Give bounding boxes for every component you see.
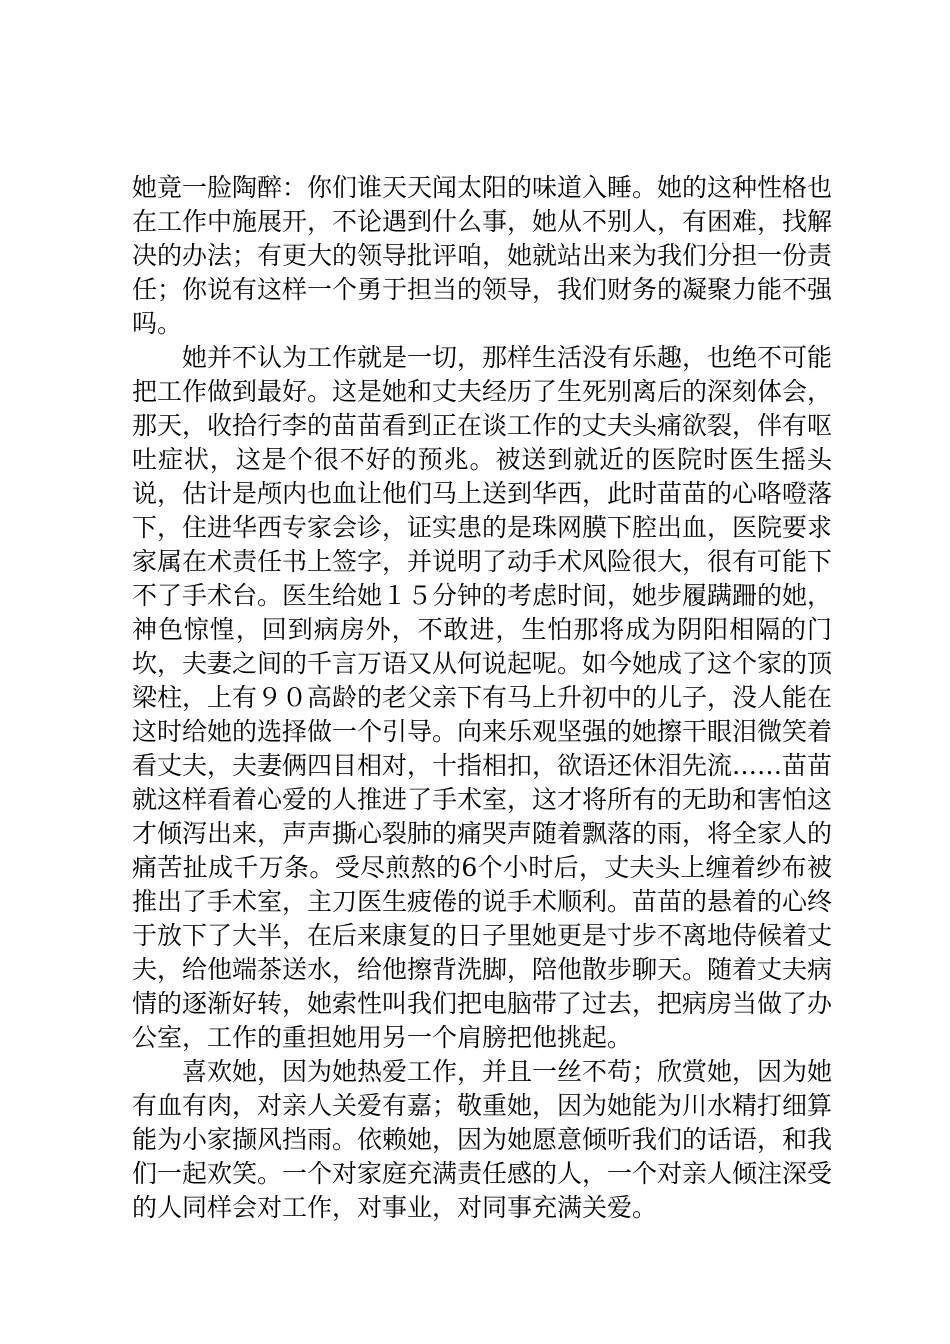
- document-body: [132, 171, 832, 1225]
- paragraph-3: 喜欢她，因为她热爱工作，并且一丝不苟；欣赏她，因为她有血有肉，对亲人关爱有嘉；敬重她，因为她能为川水精打细算能为小家撷风挡雨。依赖她，因为她愿意倾听我们的话语，和我们一起欢笑。一个对家庭充满责任感的人，一个对亲人倾注深受的人同样会对工作，对事业，对同事充满关爱。: [132, 1057, 833, 1222]
- paragraph-1: 她竟一脸陶醉：你们谁天天闻太阳的味道入睡。她的这种性格也在工作中施展开，不论遇到什么事，她从不别人，有困难，找解决的办法；有更大的领导批评咱，她就站出来为我们分担一份责任；你说有这样一个勇于担当的领导，我们财务的凝聚力能不强吗。: [132, 173, 833, 338]
- paragraph-2: 她并不认为工作就是一切，那样生活没有乐趣，也绝不可能把工作做到最好。这是她和丈夫经历了生死别离后的深刻体会，那天，收拾行李的苗苗看到正在谈工作的丈夫头痛欲裂，伴有呕吐症状，这是个很不好的预兆。被送到就近的医院时医生摇头说，估计是颅内也血让他们马上送到华西，此时苗苗的心咯噔落下，住进华西专家会诊，证实患的是珠网膜下腔出血，医院要求家属在术责任书上签字，并说明了动手术风险很大，很有可能下不了手术台。医生给她１５分钟的考虑时间，她步履蹒跚的她，神色惊惶，回到病房外，不敢进，生怕那将成为阴阳相隔的门坎，夫妻之间的千言万语又从何说起呢。如今她成了这个家的顶梁柱，上有９０高龄的老父亲下有马上升初中的儿子，没人能在这时给她的选择做一个引导。向来乐观坚强的她擦干眼泪微笑着看丈夫，夫妻俩四目相对，十指相扣，欲语还休泪先流……苗苗就这样看着心爱的人推进了手术室，这才将所有的无助和害怕这才倾泻出来，声声撕心裂肺的痛哭声随着飘落的雨，将全家人的痛苦扯成千万条。受尽煎熬的6个小时后，丈夫头上缠着纱布被推出了手术室，主刀医生疲倦的说手术顺利。苗苗的悬着的心终于放下了大半，在后来康复的日子里她更是寸步不离地侍候着丈夫，给他端茶送水，给他擦背洗脚，陪他散步聊天。随着丈夫病情的逐渐好转，她索性叫我们把电脑带了过去，把病房当做了办公室，工作的重担她用另一个肩膀把他挑起。: [132, 343, 833, 1052]
